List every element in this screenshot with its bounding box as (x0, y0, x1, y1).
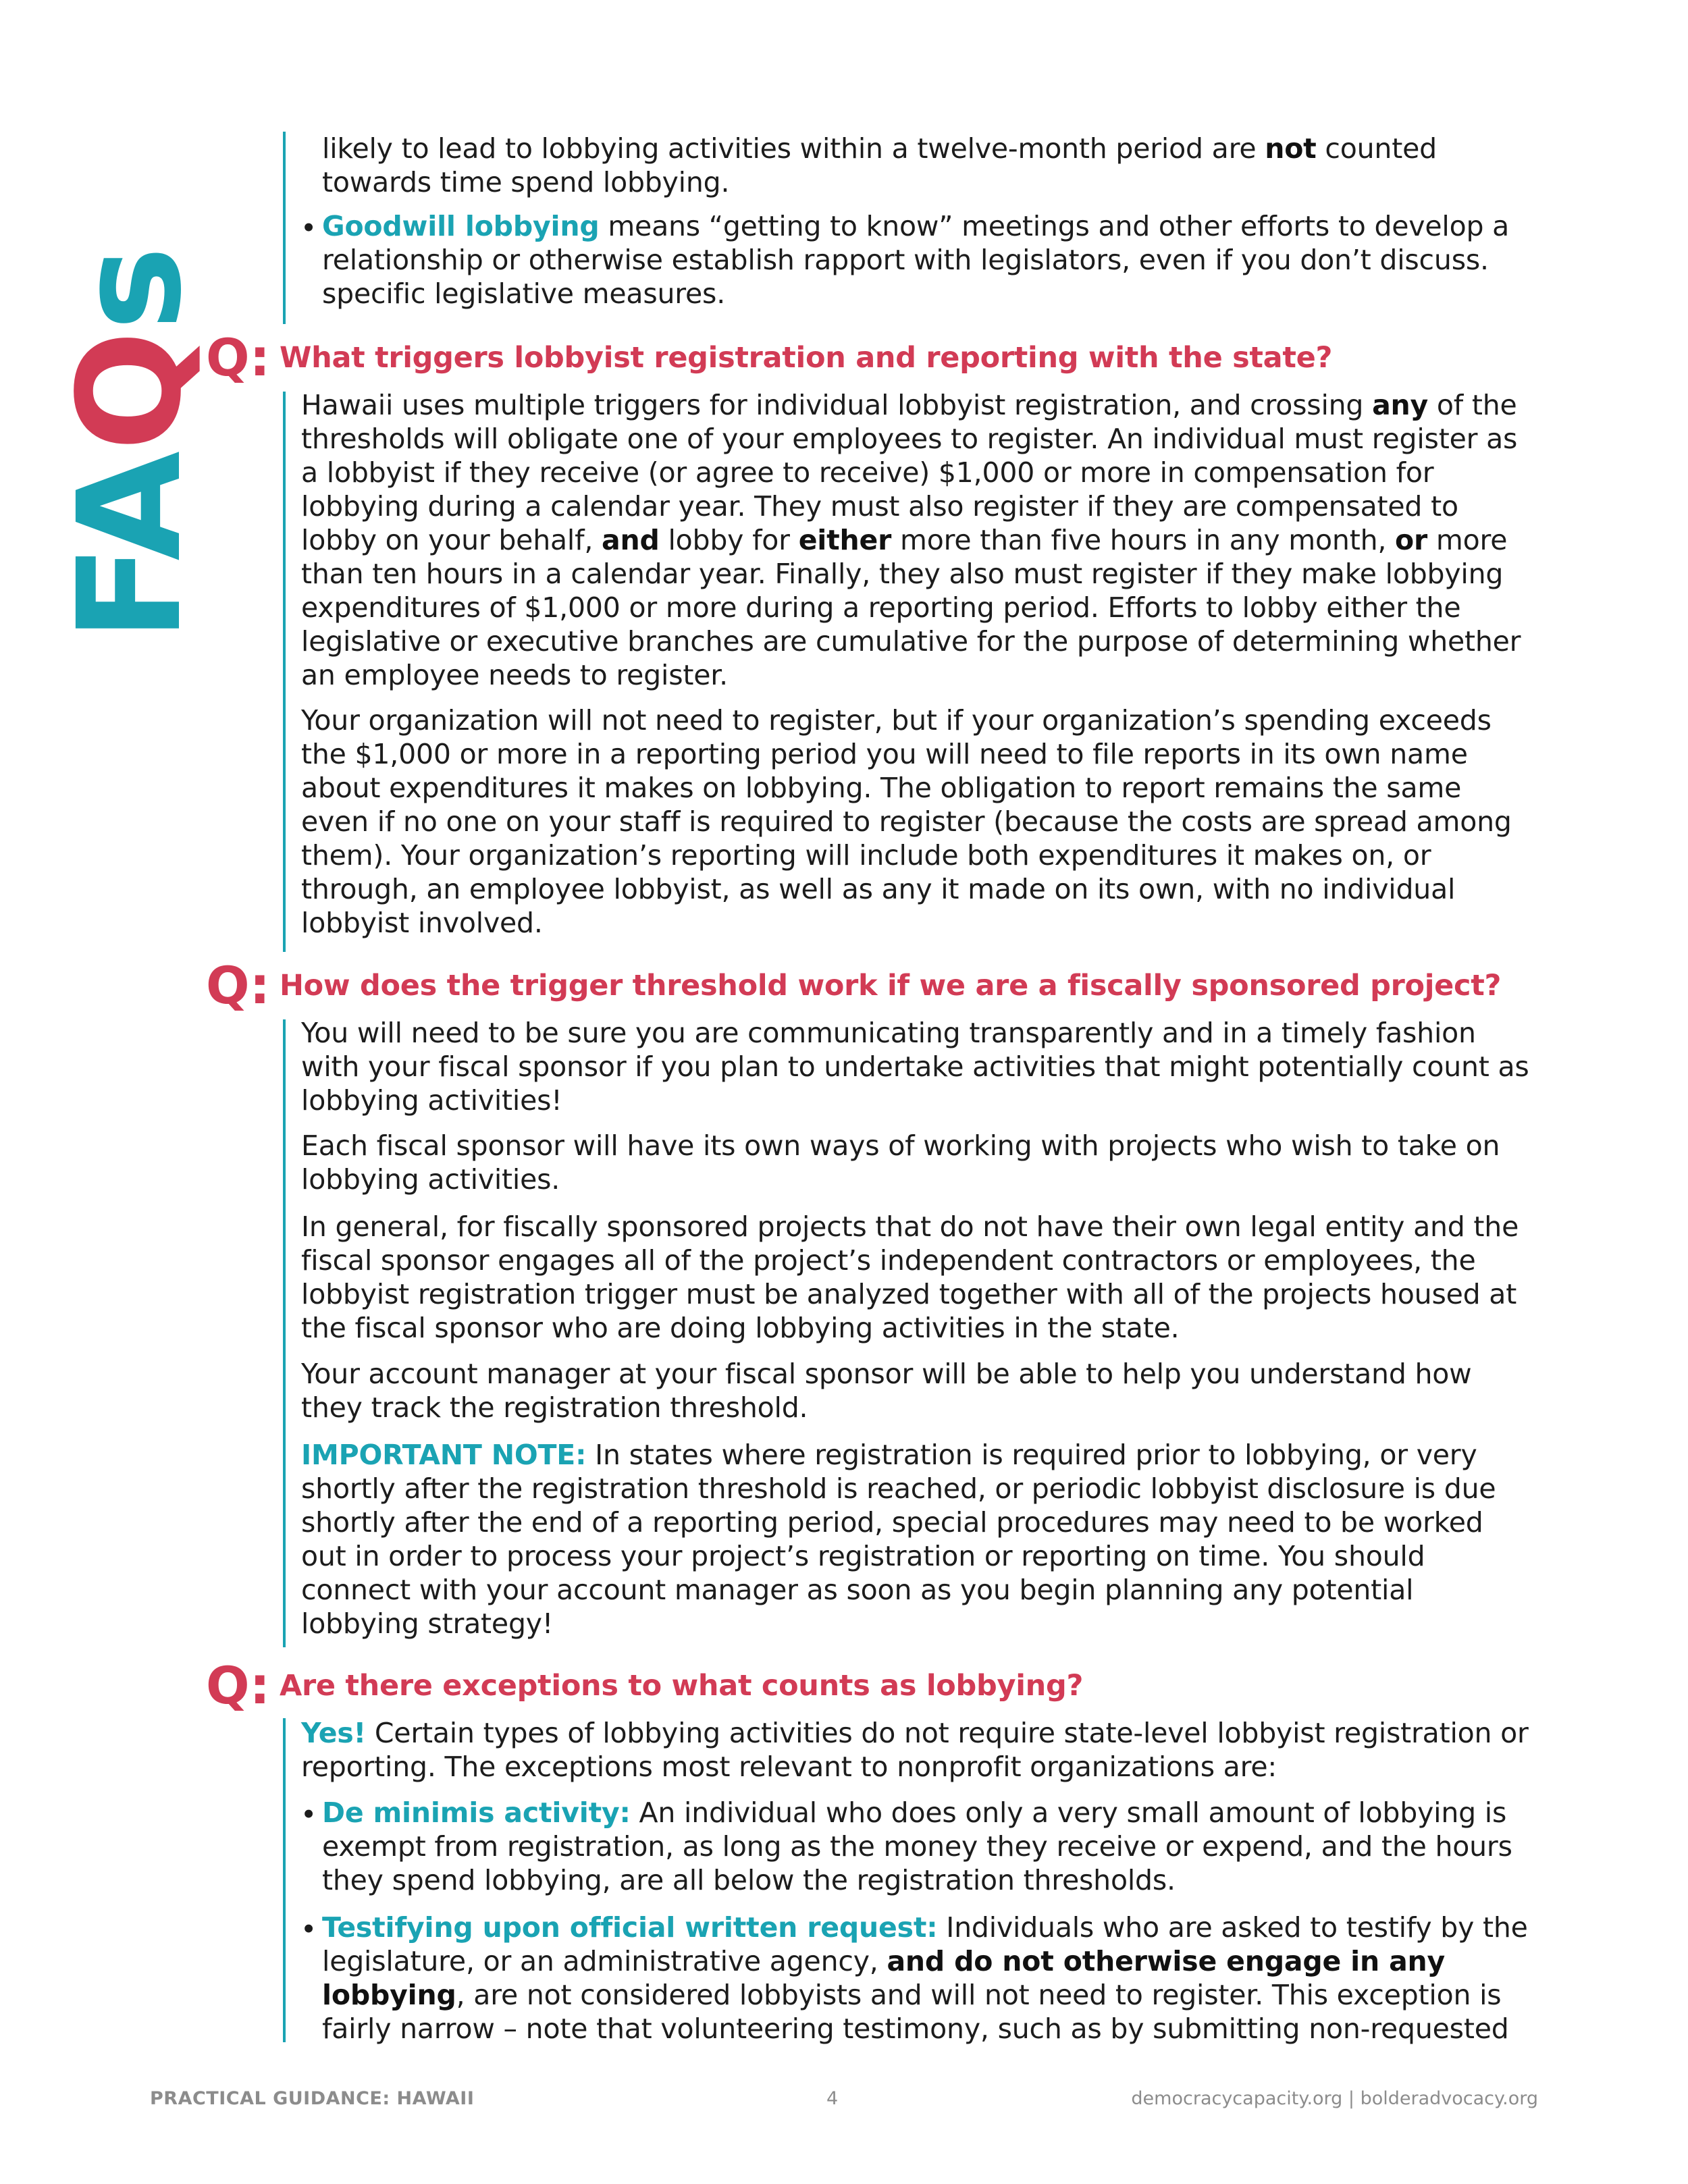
q-mark: Q: (206, 327, 270, 388)
section-bar-intro (283, 132, 286, 324)
q3-bullet-testifying: Testifying upon official written request: Individuals who are asked to testify by the legislature, or an administrative agency, and do not otherwise engage in any lobbying, are not considered lobbyists and will not need to register. This exception is fairly narrow – note that volunteering testimony, such as by submitting non-requested (322, 1911, 1528, 2045)
q1-paragraph-1: Hawaii uses multiple triggers for individual lobbyist registration, and crossing any of the thresholds will obligate one of your employees to register. An individual must register as a lobbyist if they receive (or agree to receive) $1,000 or more in compensation for lobbying during a calendar year. They must also register if they are compensated to lobby on your behalf, and lobby for either more than five hours in any month, or more than ten hours in a calendar year. Finally, they also must register if they make lobbying expenditures of $1,000 or more during a reporting period. Efforts to lobby either the legislative or executive branches are cumulative for the purpose of determining whether an employee needs to register. (301, 389, 1521, 691)
question-3-heading (206, 1655, 1084, 1715)
faqs-logo-text-q: Q (47, 330, 213, 452)
bullet-goodwill: • (300, 212, 317, 244)
question-3-title: Are there exceptions to what counts as lobbying? (280, 1669, 1084, 1703)
question-1-heading (206, 327, 1333, 388)
question-2-title: How does the trigger threshold work if we are a fiscally sponsored project? (280, 969, 1502, 1003)
footer-page-number: 4 (826, 2088, 839, 2109)
q-mark: Q: (206, 955, 270, 1015)
q2-paragraph-3: In general, for fiscally sponsored projects that do not have their own legal entity and the fiscal sponsor engages all of the project’s independent contractors or employees, the lobbyist registration trigger must be analyzed together with all of the projects housed at the fiscal sponsor who are doing lobbying activities in the state. (301, 1210, 1519, 1344)
faqs-logo-text-s: s (47, 246, 213, 331)
q1-paragraph-2: Your organization will not need to register, but if your organization’s spending exceeds the $1,000 or more in a reporting period you will need to file reports in its own name about expenditures it makes on lobbying. The obligation to report remains the same even if no one on your staff is required to register (because the costs are spread among them). Your organization’s reporting will include both expenditures it makes on, or through, an employee lobbyist, as well as any it made on its own, with no individual lobbyist involved. (301, 704, 1512, 939)
q3-bullet-de-minimis: De minimis activity: An individual who does only a very small amount of lobbying is exempt from registration, as long as the money they receive or expend, and the hours they spend lobbying, are all below the registration thresholds. (322, 1796, 1512, 1896)
goodwill-paragraph: Goodwill lobbying means “getting to know” meetings and other efforts to develop a relationship or otherwise establish rapport with legislators, even if you don’t discuss. specific legislative measures. (322, 210, 1510, 310)
q2-paragraph-1: You will need to be sure you are communicating transparently and in a timely fashion with your fiscal sponsor if you plan to undertake activities that might potentially count as lobbying activities! (301, 1017, 1529, 1117)
section-bar-q2 (283, 1019, 286, 1647)
intro-paragraph: likely to lead to lobbying activities within a twelve-month period are not counted towards time spend lobbying. (322, 132, 1437, 198)
section-bar-q3 (283, 1718, 286, 2042)
bullet-testifying: • (300, 1913, 317, 1946)
footer-right: democracycapacity.org | bolderadvocacy.org (1131, 2088, 1538, 2109)
question-2-heading (206, 955, 1502, 1015)
q-mark: Q: (206, 1655, 270, 1715)
faqs-logo-text-fa: FA (47, 451, 213, 641)
section-bar-q1 (283, 392, 286, 952)
q2-paragraph-4: Your account manager at your fiscal sponsor will be able to help you understand how they track the registration threshold. (301, 1358, 1472, 1424)
q2-important-note: IMPORTANT NOTE: In states where registration is required prior to lobbying, or very shortly after the registration threshold is reached, or periodic lobbyist disclosure is due shortly after the end of a reporting period, special procedures may need to be worked out in order to process your project’s registration or reporting on time. You should connect with your account manager as soon as you begin planning any potential lobbying strategy! (301, 1439, 1496, 1640)
question-1-title: What triggers lobbyist registration and reporting with the state? (280, 341, 1333, 375)
svg-text:FAQs (47, 246, 213, 641)
footer-left: PRACTICAL GUIDANCE: HAWAII (150, 2088, 475, 2109)
q3-paragraph-1: Yes! Certain types of lobbying activities do not require state-level lobbyist registration or reporting. The exceptions most relevant to nonprofit organizations are: (301, 1717, 1529, 1783)
faqs-logo (47, 169, 213, 655)
bullet-de-minimis: • (300, 1799, 317, 1831)
q2-paragraph-2: Each fiscal sponsor will have its own ways of working with projects who wish to take on lobbying activities. (301, 1129, 1500, 1196)
